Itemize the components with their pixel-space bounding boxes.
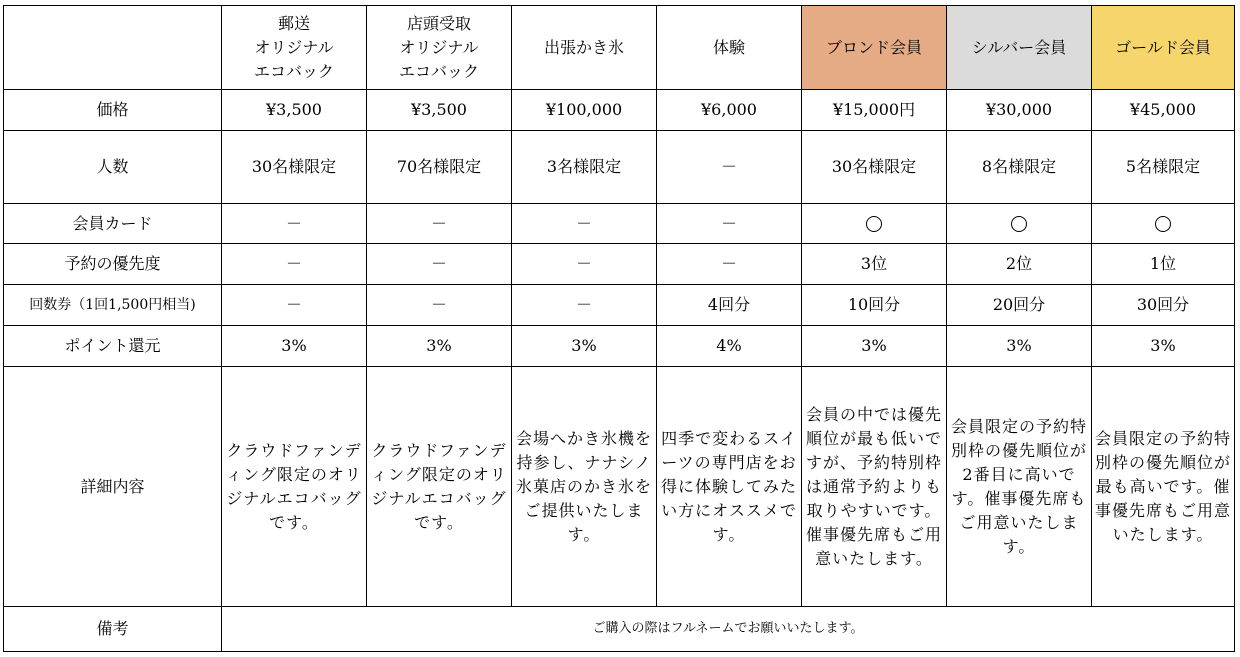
- details-cell: 会員限定の予約特別枠の優先順位が2番目に高いです。催事優先席もご用意いたします。: [947, 367, 1092, 607]
- member-card-label: 会員カード: [4, 204, 222, 244]
- price-cell: ¥3,500: [367, 90, 512, 131]
- tickets-row: [4, 285, 1235, 326]
- details-cell: 会員限定の予約特別枠の優先順位が最も高いです。催事優先席もご用意いたします。: [1092, 367, 1235, 607]
- priority-cell: 1位: [1092, 244, 1235, 285]
- priority-cell: －: [222, 244, 367, 285]
- people-label: 人数: [4, 131, 222, 204]
- priority-cell: －: [367, 244, 512, 285]
- header-experience: [657, 6, 802, 90]
- tickets-cell: 20回分: [947, 285, 1092, 326]
- priority-cell: －: [657, 244, 802, 285]
- people-cell: 8名様限定: [947, 131, 1092, 204]
- details-cell: クラウドファンディング限定のオリジナルエコバッグです。: [367, 367, 512, 607]
- priority-cell: 2位: [947, 244, 1092, 285]
- details-cell: クラウドファンディング限定のオリジナルエコバッグです。: [222, 367, 367, 607]
- tickets-cell: 4回分: [657, 285, 802, 326]
- header-experience-label: 体験: [712, 37, 745, 57]
- price-cell: ¥30,000: [947, 90, 1092, 131]
- price-cell: ¥6,000: [657, 90, 802, 131]
- priority-cell: －: [512, 244, 657, 285]
- points-cell: 4%: [657, 326, 802, 367]
- points-cell: 3%: [802, 326, 947, 367]
- priority-label: 予約の優先度: [4, 244, 222, 285]
- header-bronze-member: [802, 6, 947, 90]
- people-cell: 30名様限定: [802, 131, 947, 204]
- header-mail-ecobag-label: 郵送 オリジナル エコバック: [253, 13, 334, 81]
- member-card-cell: －: [222, 204, 367, 244]
- tickets-cell: 30回分: [1092, 285, 1235, 326]
- people-cell: 70名様限定: [367, 131, 512, 204]
- price-row: [4, 90, 1235, 131]
- price-cell: ¥100,000: [512, 90, 657, 131]
- details-cell: 会場へかき氷機を持参し、ナナシノ氷菓店のかき氷をご提供いたします。: [512, 367, 657, 607]
- tickets-cell: 10回分: [802, 285, 947, 326]
- people-row: [4, 131, 1235, 204]
- people-cell: 3名様限定: [512, 131, 657, 204]
- price-cell: ¥3,500: [222, 90, 367, 131]
- member-card-cell: [802, 204, 947, 244]
- price-cell: ¥15,000円: [802, 90, 947, 131]
- circle-mark-icon: [866, 216, 882, 232]
- points-label: ポイント還元: [4, 326, 222, 367]
- points-cell: 3%: [222, 326, 367, 367]
- header-gold-member: [1092, 6, 1235, 90]
- circle-mark-icon: [1011, 216, 1027, 232]
- priority-row: [4, 244, 1235, 285]
- member-card-cell: －: [367, 204, 512, 244]
- tickets-cell: －: [512, 285, 657, 326]
- header-store-ecobag-label: 店頭受取 オリジナル エコバック: [398, 13, 479, 81]
- header-bronze-member-label: ブロンド会員: [825, 37, 922, 57]
- tickets-label: 回数券（1回1,500円相当): [4, 285, 222, 326]
- member-card-cell: －: [657, 204, 802, 244]
- header-store-ecobag: [367, 6, 512, 90]
- remarks-row: [4, 607, 1235, 652]
- tickets-cell: －: [367, 285, 512, 326]
- details-cell: 会員の中では優先順位が最も低いですが、予約特別枠は通常予約よりも取りやすいです。催事優先席もご用意いたします。: [802, 367, 947, 607]
- member-card-row: [4, 204, 1235, 244]
- header-silver-member-label: シルバー会員: [971, 37, 1067, 57]
- details-row: [4, 367, 1235, 607]
- points-cell: 3%: [1092, 326, 1235, 367]
- price-cell: ¥45,000: [1092, 90, 1235, 131]
- member-card-cell: [1092, 204, 1235, 244]
- points-cell: 3%: [512, 326, 657, 367]
- header-gold-member-label: ゴールド会員: [1115, 37, 1211, 57]
- plan-comparison-table: [3, 5, 1235, 652]
- remarks-label: 備考: [4, 607, 222, 652]
- header-row: [4, 6, 1235, 90]
- price-label: 価格: [4, 90, 222, 131]
- people-cell: 30名様限定: [222, 131, 367, 204]
- header-silver-member: [947, 6, 1092, 90]
- member-card-cell: －: [512, 204, 657, 244]
- member-card-cell: [947, 204, 1092, 244]
- points-cell: 3%: [947, 326, 1092, 367]
- priority-cell: 3位: [802, 244, 947, 285]
- header-mail-ecobag: [222, 6, 367, 90]
- tickets-cell: －: [222, 285, 367, 326]
- points-cell: 3%: [367, 326, 512, 367]
- header-shaved-ice-label: 出張かき氷: [543, 37, 624, 57]
- remarks-note: ご購入の際はフルネームでお願いいたします。: [222, 607, 1235, 652]
- people-cell: 5名様限定: [1092, 131, 1235, 204]
- circle-mark-icon: [1155, 216, 1171, 232]
- header-corner: [4, 6, 222, 90]
- details-cell: 四季で変わるスイーツの専門店をお得に体験してみたい方にオススメです。: [657, 367, 802, 607]
- details-label: 詳細内容: [4, 367, 222, 607]
- points-row: [4, 326, 1235, 367]
- people-cell: －: [657, 131, 802, 204]
- header-shaved-ice: [512, 6, 657, 90]
